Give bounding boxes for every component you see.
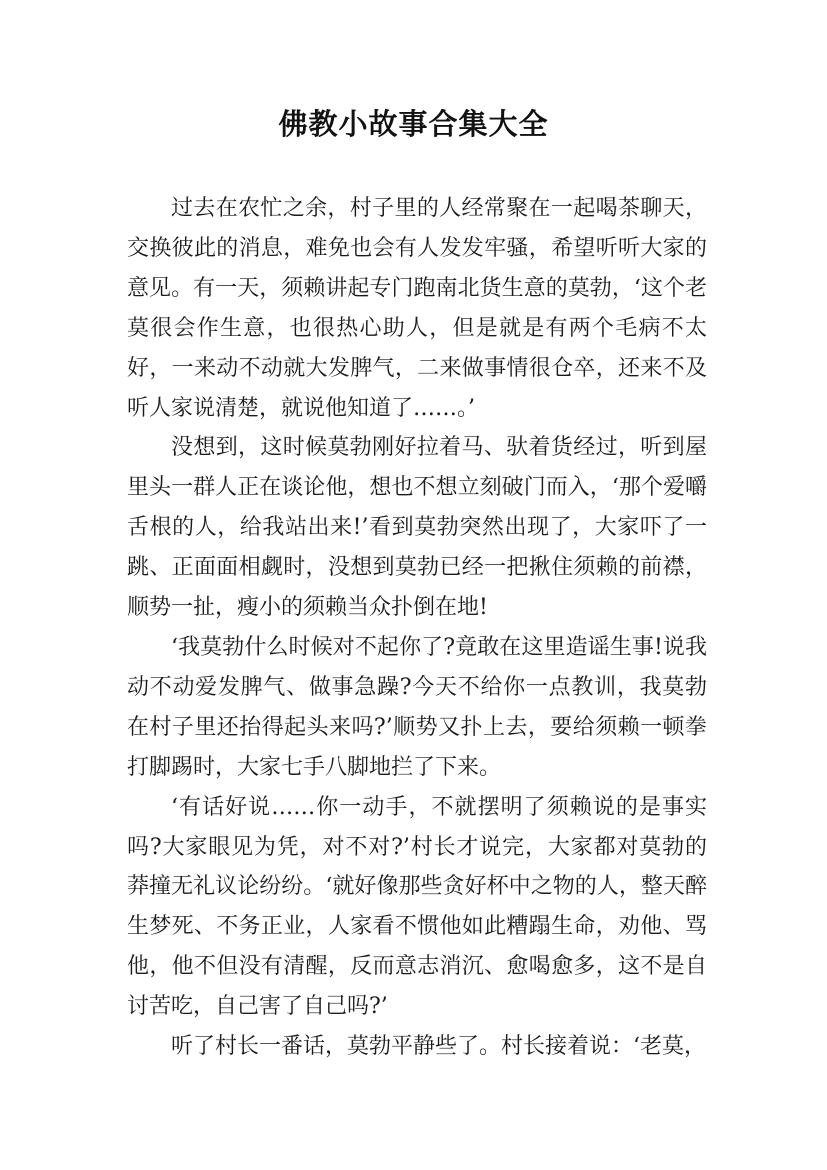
document-body xyxy=(127,189,707,1067)
paragraph: ‘我莫勃什么时候对不起你了?竟敢在这里造谣生事!说我动不动爱发脾气、做事急躁?今天不给你一点教训，我莫勃在村子里还抬得起头来吗?’顺势又扑上去，要给须赖一顿拳打脚踢时，大家七手八脚地拦了下来。 xyxy=(127,634,707,780)
paragraph: ‘有话好说……你一动手，不就摆明了须赖说的是事实吗?大家眼见为凭，对不对?’村长才说完，大家都对莫勃的莽撞无礼议论纷纷。‘就好像那些贪好杯中之物的人，整天醉生梦死、不务正业，人家看不惯他如此糟蹋生命，劝他、骂他，他不但没有清醒，反而意志消沉、愈喝愈多，这不是自讨苦吃，自己害了自己吗?’ xyxy=(127,794,707,1020)
paragraph: 没想到，这时候莫勃刚好拉着马、驮着货经过，听到屋里头一群人正在谈论他，想也不想立刻破门而入，‘那个爱嚼舌根的人，给我站出来!’看到莫勃突然出现了，大家吓了一跳、正面面相觑时，没想到莫勃已经一把揪住须赖的前襟，顺势一扯，瘦小的须赖当众扑倒在地! xyxy=(127,435,707,621)
document-title: 佛教小故事合集大全 xyxy=(278,107,549,141)
paragraph: 过去在农忙之余，村子里的人经常聚在一起喝茶聊天，交换彼此的消息，难免也会有人发发牢骚，希望听听大家的意见。有一天，须赖讲起专门跑南北货生意的莫勃，‘这个老莫很会作生意，也很热心助人，但是就是有两个毛病不太好，一来动不动就大发脾气，二来做事情很仓卒，还来不及听人家说清楚，就说他知道了……。’ xyxy=(127,196,707,421)
paragraph: 听了村长一番话，莫勃平静些了。村长接着说：‘老莫， xyxy=(171,1034,706,1060)
